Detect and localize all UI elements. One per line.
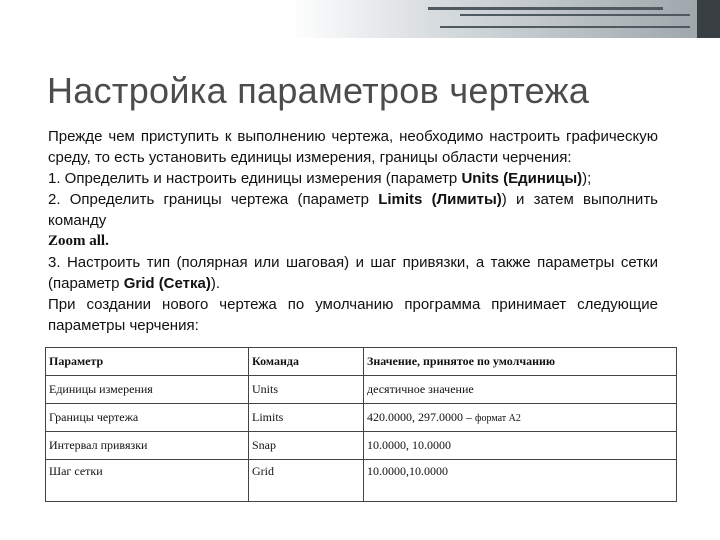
header-dark-block <box>697 0 720 38</box>
step-3-bold: Grid (Сетка) <box>123 275 211 292</box>
step-2-prefix: 2. Определить границы чертежа (параметр <box>48 191 379 208</box>
cell-command: Grid <box>249 460 364 502</box>
step-3 <box>48 252 658 294</box>
step-2-suffix: ) и затем выполнить команду <box>48 191 658 229</box>
step-2 <box>48 189 658 231</box>
cell-param: Единицы измерения <box>46 376 249 404</box>
slide-body <box>48 126 658 336</box>
intro-paragraph: Прежде чем приступить к выполнению чертежа, необходимо настроить графическую среду, то есть установить единицы измерения, границы области черчения: <box>48 128 658 166</box>
header-accent-bars <box>0 0 720 38</box>
cell-value: 10.0000, 10.0000 <box>364 432 677 460</box>
cell-command: Limits <box>249 404 364 432</box>
table-row <box>46 404 677 432</box>
step-2-bold: Limits (Лимиты) <box>378 191 502 208</box>
cell-command: Units <box>249 376 364 404</box>
accent-bar-3 <box>440 26 690 28</box>
header-param: Параметр <box>46 348 249 376</box>
zoom-all-command: Zoom all. <box>48 233 109 249</box>
closing-paragraph: При создании нового чертежа по умолчанию программа принимает следующие параметры черчения: <box>48 296 658 334</box>
cell-value-main: 420.0000, 297.0000 – <box>367 410 475 424</box>
step-3-prefix: 3. Настроить тип (полярная или шаговая) и шаг привязки, а также параметры сетки (параметр <box>48 254 658 292</box>
cell-value: 10.0000,10.0000 <box>364 460 677 502</box>
accent-bar-2 <box>460 14 690 16</box>
cell-param: Интервал привязки <box>46 432 249 460</box>
cell-param: Шаг сетки <box>46 460 249 502</box>
step-1-prefix: 1. Определить и настроить единицы измерения (параметр <box>48 170 462 187</box>
step-1 <box>48 168 658 189</box>
table-header-row <box>46 348 677 376</box>
accent-bar-1 <box>428 7 663 10</box>
cell-command: Snap <box>249 432 364 460</box>
header-command: Команда <box>249 348 364 376</box>
step-1-suffix: ); <box>582 170 592 187</box>
step-3-suffix: ). <box>210 275 221 292</box>
slide-title: Настройка параметров чертежа <box>47 70 590 111</box>
cell-value-note: формат А2 <box>475 413 521 424</box>
table-row <box>46 460 677 502</box>
table-row <box>46 376 677 404</box>
step-1-bold: Units (Единицы) <box>461 170 583 187</box>
header-value: Значение, принятое по умолчанию <box>364 348 677 376</box>
cell-param: Границы чертежа <box>46 404 249 432</box>
table-row <box>46 432 677 460</box>
defaults-table <box>45 347 677 502</box>
cell-value <box>364 404 677 432</box>
cell-value: десятичное значение <box>364 376 677 404</box>
